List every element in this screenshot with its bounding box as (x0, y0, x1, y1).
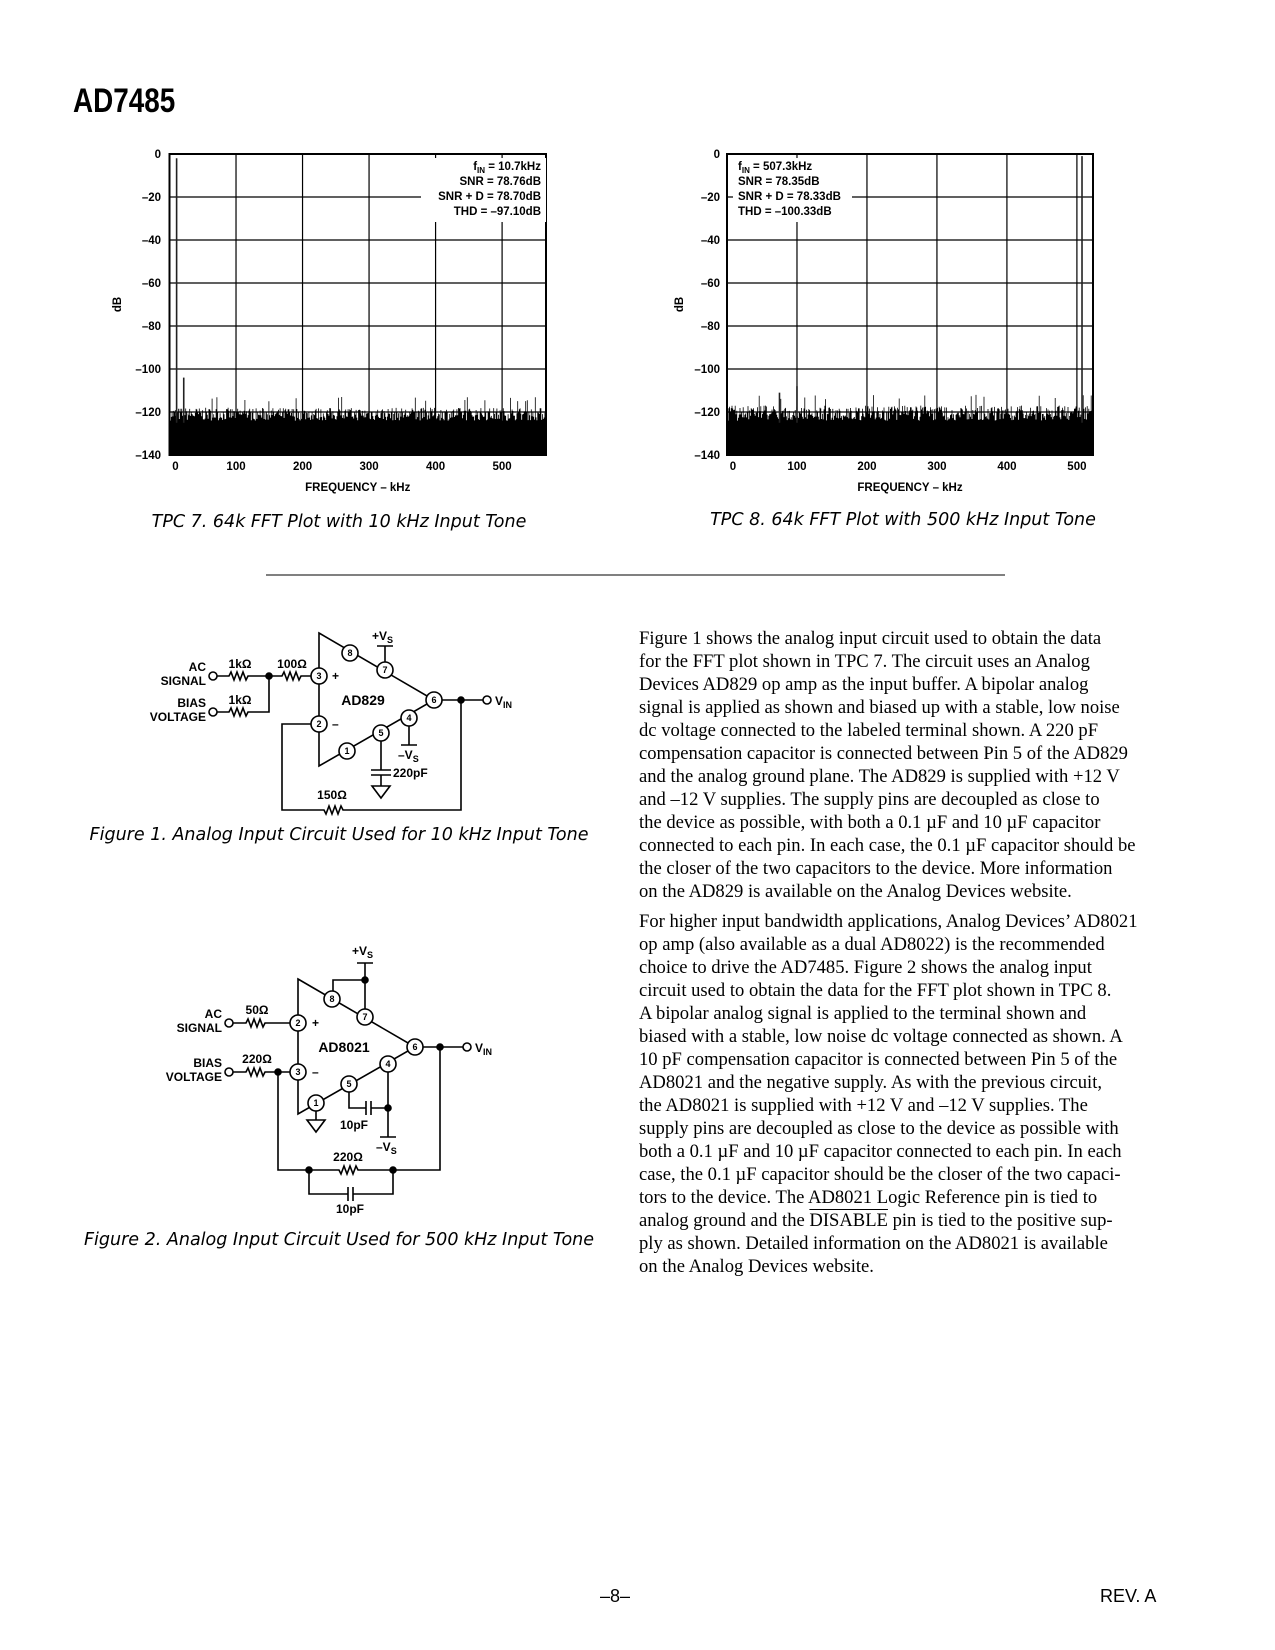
vin-label: $V_{IN}$ (495, 694, 513, 710)
plus-sign: + (332, 669, 340, 683)
resistor-path-ac (217, 672, 311, 680)
chart-caption-tpc7: TPC 7. 64k FFT Plot with 10 kHz Input Tone (151, 512, 527, 532)
paragraph-line: analog ground and the DISABLE pin is tied to the positive sup- (639, 1210, 1113, 1231)
fft-chart-tpc7 (112, 149, 546, 494)
y-tick-label: –60 (700, 278, 720, 290)
ac-label: AC (204, 1007, 222, 1021)
opamp-label: AD8021 (318, 1039, 370, 1055)
annotation-fin: $f_{IN} = 10.7kHz$ (473, 161, 541, 175)
y-tick-label: –20 (700, 192, 720, 204)
y-tick-label: –140 (135, 450, 161, 462)
y-axis-title: dB (112, 296, 124, 313)
x-axis-title: FREQUENCY – kHz (305, 482, 411, 494)
y-tick-label: –80 (141, 321, 161, 333)
y-tick-label: –80 (700, 321, 720, 333)
x-axis-title: FREQUENCY – kHz (857, 482, 963, 494)
pin-8: 8 (329, 994, 335, 1004)
paragraph-line: the closer of the two capacitors to the device. More information (639, 858, 1113, 879)
pin-3: 3 (295, 1067, 301, 1077)
resistor-label: 220Ω (242, 1052, 272, 1066)
vin-terminal (463, 1043, 471, 1051)
paragraph-line: supply pins are decoupled as close to the device as possible with (639, 1118, 1119, 1139)
paragraph-line: for the FFT plot shown in TPC 7. The circuit uses an Analog (639, 651, 1090, 672)
paragraph-1 (639, 627, 1179, 903)
vs-minus-label: $-V_S$ (376, 1140, 397, 1156)
page-number: –8– (600, 1586, 631, 1606)
vs-minus-rail (401, 726, 417, 745)
y-tick-label: –60 (141, 278, 161, 290)
y-tick-label: –40 (700, 235, 720, 247)
vin-label: $V_{IN}$ (475, 1041, 493, 1057)
paragraph-line: Devices AD829 op amp as the input buffer. A bipolar analog (639, 674, 1089, 695)
x-tick-label: 300 (359, 461, 379, 473)
minus-sign: – (332, 717, 339, 731)
pin-1: 1 (344, 746, 350, 756)
x-tick-label: 300 (927, 461, 947, 473)
resistor-label: 1kΩ (228, 657, 252, 671)
capacitor-10pf-feedback (309, 1170, 393, 1201)
pin-6: 6 (412, 1042, 418, 1052)
bias-terminal (225, 1068, 233, 1076)
resistor-label: 50Ω (245, 1003, 269, 1017)
minus-sign: – (312, 1065, 319, 1079)
pin-5: 5 (346, 1079, 352, 1089)
paragraph-line: biased with a stable, low noise dc voltage connected as shown. A (639, 1026, 1123, 1047)
vin-terminal (483, 696, 491, 704)
junction (390, 1167, 396, 1173)
fft-noise-floor (728, 395, 1092, 455)
paragraph-2 (639, 910, 1179, 1278)
paragraph-line: 10 pF compensation capacitor is connected between Pin 5 of the (639, 1049, 1118, 1070)
paragraph-line: and –12 V supplies. The supply pins are decoupled as close to (639, 789, 1100, 810)
paragraph-line: the AD8021 is supplied with +12 V and –12 V supplies. The (639, 1095, 1088, 1116)
bias-label: BIAS (193, 1056, 222, 1070)
junction (385, 1105, 391, 1111)
annotation-fin: $f_{IN} = 507.3kHz$ (738, 161, 813, 175)
y-tick-label: –120 (694, 407, 720, 419)
y-tick-label: –140 (694, 450, 720, 462)
paragraph-line: and the analog ground plane. The AD829 is supplied with +12 V (639, 766, 1120, 787)
paragraph-line: on the Analog Devices website. (639, 1256, 874, 1277)
fft-noise-floor (171, 397, 545, 455)
junction (306, 1167, 312, 1173)
voltage-label: VOLTAGE (149, 710, 206, 724)
page-title: AD7485 (73, 82, 176, 120)
x-tick-label: 400 (997, 461, 1017, 473)
paragraph-line: tors to the device. The AD8021 Logic Reference pin is tied to (639, 1187, 1098, 1208)
signal-label: SIGNAL (176, 1021, 222, 1035)
y-tick-label: 0 (713, 149, 720, 161)
disable-pin-name: DISABLE (809, 1210, 888, 1231)
annotation-sinad: SNR + D = 78.33dB (738, 191, 841, 203)
x-tick-label: 0 (729, 461, 737, 473)
resistor-label: 220Ω (333, 1150, 363, 1164)
y-tick-label: –100 (135, 364, 161, 376)
paragraph-line: A bipolar analog signal is applied to the terminal shown and (639, 1003, 1087, 1024)
paragraph-line: the device as possible, with both a 0.1 µF and 10 µF capacitor (639, 812, 1101, 833)
resistor-label: 150Ω (317, 788, 347, 802)
annotation-thd: THD = –97.10dB (453, 206, 541, 218)
annotation-snr: SNR = 78.76dB (459, 176, 541, 188)
pin-5: 5 (378, 728, 384, 738)
bias-label: BIAS (177, 696, 206, 710)
capacitor-10pf-comp (349, 1092, 388, 1115)
x-tick-label: 400 (425, 461, 446, 473)
capacitor-label: 10pF (339, 1118, 369, 1132)
paragraph-line: case, the 0.1 µF capacitor should be the closer of the two capaci- (639, 1164, 1121, 1185)
figure1-caption: Figure 1. Analog Input Circuit Used for 10 kHz Input Tone (89, 825, 589, 845)
ground-symbol (307, 1111, 325, 1132)
figure2-caption: Figure 2. Analog Input Circuit Used for 500 kHz Input Tone (83, 1230, 595, 1250)
paragraph-line: connected to each pin. In each case, the 0.1 µF capacitor should be (639, 835, 1136, 856)
paragraph-line: Figure 1 shows the analog input circuit used to obtain the data (639, 628, 1102, 649)
capacitor-label: 10pF (335, 1202, 365, 1216)
annotation-thd: THD = –100.33dB (738, 206, 832, 218)
resistor-path-ac (233, 1019, 290, 1027)
x-tick-label: 100 (787, 461, 807, 473)
paragraph-line: AD8021 and the negative supply. As with the previous circuit, (639, 1072, 1103, 1093)
pin-1: 1 (313, 1098, 319, 1108)
pin-3: 3 (316, 671, 322, 681)
y-tick-label: –40 (141, 235, 161, 247)
feedback-path (282, 700, 461, 814)
capacitor-label: 220pF (393, 766, 428, 780)
pin-6: 6 (431, 695, 437, 705)
paragraph-line: on the AD829 is available on the Analog Devices website. (639, 881, 1072, 902)
vs-plus-label: $+V_S$ (372, 629, 394, 645)
opamp-label: AD829 (341, 692, 385, 708)
paragraph-line: ply as shown. Detailed information on the AD8021 is available (639, 1233, 1108, 1254)
paragraph-line: circuit used to obtain the data for the FFT plot shown in TPC 8. (639, 980, 1112, 1001)
pin-7: 7 (362, 1012, 368, 1022)
signal-label: SIGNAL (160, 674, 206, 688)
pin-4: 4 (385, 1059, 391, 1069)
junction (266, 673, 272, 679)
pin-2: 2 (316, 719, 322, 729)
y-tick-label: –120 (135, 407, 161, 419)
pin-7: 7 (382, 665, 388, 675)
y-tick-label: –100 (694, 364, 720, 376)
figure2-labels (166, 944, 492, 1216)
annotation-sinad: SNR + D = 78.70dB (438, 191, 541, 203)
paragraph-line: dc voltage connected to the labeled terminal shown. A 220 pF (639, 720, 1099, 741)
figure1-labels (150, 629, 512, 802)
paragraph-line: compensation capacitor is connected between Pin 5 of the AD829 (639, 743, 1128, 764)
voltage-label: VOLTAGE (165, 1070, 222, 1084)
paragraph-line: choice to drive the AD7485. Figure 2 shows the analog input (639, 957, 1092, 978)
x-tick-label: 500 (492, 461, 512, 473)
revision: REV. A (1100, 1586, 1157, 1606)
bias-terminal (209, 708, 217, 716)
x-tick-label: 200 (857, 461, 877, 473)
y-tick-label: –20 (141, 192, 161, 204)
ac-signal-terminal (209, 672, 217, 680)
x-tick-label: 0 (172, 461, 179, 473)
ac-label: AC (188, 660, 206, 674)
y-axis-title: dB (674, 296, 686, 313)
resistor-label: 1kΩ (228, 693, 252, 707)
paragraph-line: op amp (also available as a dual AD8022) is the recommended (639, 934, 1105, 955)
vs-plus-rail (377, 646, 393, 662)
vs-plus-label: $+V_S$ (352, 944, 374, 960)
paragraph-line: signal is applied as shown and biased up with a stable, low noise (639, 697, 1120, 718)
pin-4: 4 (406, 713, 412, 723)
x-tick-label: 100 (226, 461, 246, 473)
capacitor-220pf (371, 741, 391, 798)
paragraph-line: both a 0.1 µF and 10 µF capacitor connected to each pin. In each (639, 1141, 1122, 1162)
pin-8: 8 (347, 648, 353, 658)
annotation-snr: SNR = 78.35dB (738, 176, 820, 188)
vs-minus-label: $-V_S$ (398, 748, 419, 764)
plus-sign: + (312, 1016, 320, 1030)
resistor-label: 100Ω (277, 657, 307, 671)
fft-chart-tpc8 (674, 149, 1093, 494)
pin-2: 2 (295, 1018, 301, 1028)
y-tick-label: 0 (154, 149, 161, 161)
paragraph-line: For higher input bandwidth applications, Analog Devices’ AD8021 (639, 911, 1138, 932)
junction (362, 977, 368, 983)
x-tick-label: 200 (292, 461, 313, 473)
x-tick-label: 500 (1067, 461, 1087, 473)
chart-caption-tpc8: TPC 8. 64k FFT Plot with 500 kHz Input Tone (710, 510, 1096, 530)
ac-signal-terminal (225, 1019, 233, 1027)
